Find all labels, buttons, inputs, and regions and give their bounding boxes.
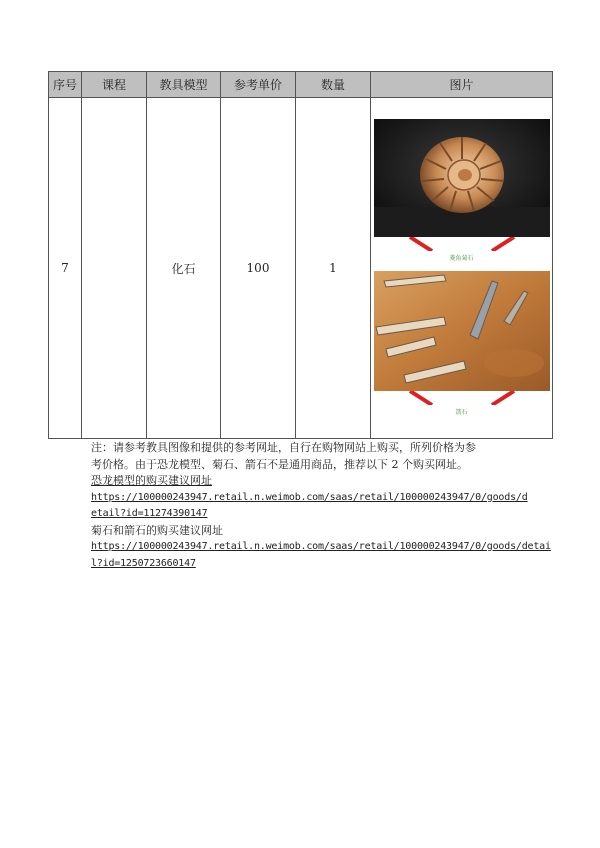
cell-pictures bbox=[371, 98, 553, 439]
red-marker-icon bbox=[374, 391, 550, 405]
belemnite-image bbox=[374, 271, 550, 417]
fossil-table bbox=[48, 71, 553, 439]
header-picture: 图片 bbox=[371, 72, 553, 98]
table-header-row bbox=[49, 72, 553, 98]
cell-index: 7 bbox=[49, 98, 82, 439]
note-line-1: 注：请参考教具图像和提供的参考网址，自行在购物网站上购买，所列价格为参 bbox=[91, 441, 476, 454]
red-marker-icon bbox=[374, 237, 550, 251]
header-index: 序号 bbox=[49, 72, 82, 98]
header-price: 参考单价 bbox=[221, 72, 296, 98]
fossil-link-url-part2[interactable]: l?id=1250723660147 bbox=[91, 557, 196, 569]
cell-course bbox=[82, 98, 147, 439]
belemnite-fossil-icon bbox=[374, 271, 550, 391]
dinosaur-link-url-part2[interactable]: etail?id=11274390147 bbox=[91, 508, 208, 519]
dinosaur-link-url-part1[interactable]: https://100000243947.retail.n.weimob.com/saas/retail/100000243947/0/goods/d bbox=[91, 491, 528, 503]
belemnite-caption: 箭石 bbox=[455, 409, 468, 416]
table-row bbox=[49, 98, 553, 439]
ammonite-caption: 菱角菊石 bbox=[449, 255, 474, 262]
header-quantity: 数量 bbox=[296, 72, 371, 98]
cell-price: 100 bbox=[221, 98, 296, 439]
header-model: 教具模型 bbox=[147, 72, 221, 98]
cell-model: 化石 bbox=[147, 98, 221, 439]
cell-quantity: 1 bbox=[296, 98, 371, 439]
ammonite-fossil-icon bbox=[374, 119, 550, 237]
fossil-link-title: 菊石和箭石的购买建议网址 bbox=[91, 523, 223, 537]
header-course: 课程 bbox=[82, 72, 147, 98]
note-line-2: 考价格。由于恐龙模型、菊石、箭石不是通用商品，推荐以下 2 个购买网址。 bbox=[91, 457, 468, 471]
ammonite-image bbox=[374, 119, 550, 263]
dinosaur-link-title: 恐龙模型的购买建议网址 bbox=[91, 474, 212, 487]
purchase-notes bbox=[91, 440, 551, 572]
fossil-link-url-part1[interactable]: https://100000243947.retail.n.weimob.com/saas/retail/100000243947/0/goods/detai bbox=[91, 541, 551, 552]
